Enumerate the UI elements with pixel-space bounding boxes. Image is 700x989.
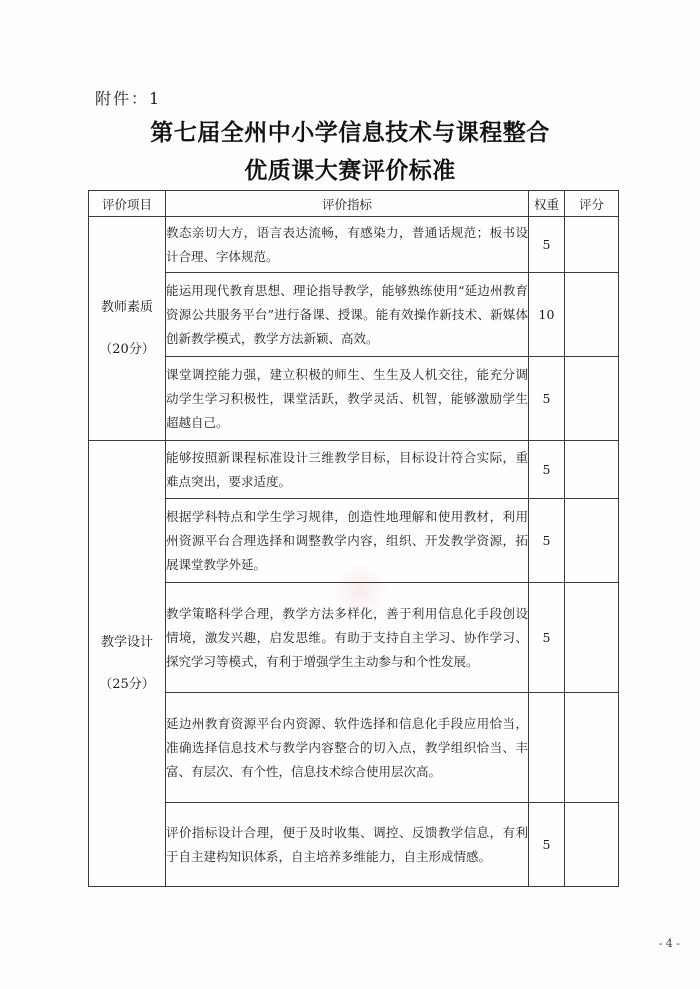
indicator-cell: 教学策略科学合理，教学方法多样化，善于利用信息化手段创设情境，激发兴趣，启发思维。有助于支持自主学习、协作学习、探究学习等模式，有利于增强学生主动参与和个性发展。 bbox=[166, 583, 529, 693]
table-row bbox=[89, 441, 619, 499]
indicator-cell: 根据学科特点和学生学习规律，创造性地理解和使用教材，利用州资源平台合理选择和调整教学内容，组织、开发教学资源，拓展课堂教学外延。 bbox=[166, 499, 529, 583]
weight-cell: 5 bbox=[529, 441, 565, 499]
header-weight: 权重 bbox=[529, 191, 565, 217]
header-indicator: 评价指标 bbox=[166, 191, 529, 217]
weight-cell: 5 bbox=[529, 357, 565, 441]
table-row bbox=[89, 217, 619, 273]
table-row bbox=[89, 357, 619, 441]
indicator-cell: 能运用现代教育思想、理论指导教学，能够熟练使用“延边州教育资源公共服务平台”进行备课、授课。能有效操作新技术、新媒体创新教学模式，教学方法新颖、高效。 bbox=[166, 273, 529, 357]
indicator-cell: 评价指标设计合理，便于及时收集、调控、反馈教学信息，有利于自主建构知识体系，自主培养多维能力，自主形成情感。 bbox=[166, 803, 529, 887]
table-row bbox=[89, 499, 619, 583]
category-name: 教学设计 bbox=[100, 634, 153, 650]
category-name: 教师素质 bbox=[100, 299, 153, 315]
table-row bbox=[89, 583, 619, 693]
table-row bbox=[89, 273, 619, 357]
document-title-line-1: 第七届全州中小学信息技术与课程整合 bbox=[150, 120, 550, 146]
evaluation-table bbox=[88, 190, 619, 887]
category-points: （20分） bbox=[99, 341, 155, 357]
score-cell[interactable] bbox=[565, 583, 619, 693]
document-title-line-2: 优质课大赛评价标准 bbox=[244, 158, 456, 184]
header-item: 评价项目 bbox=[89, 191, 166, 217]
weight-cell: 5 bbox=[529, 583, 565, 693]
table-row bbox=[89, 803, 619, 887]
score-cell[interactable] bbox=[565, 273, 619, 357]
weight-cell: 5 bbox=[529, 499, 565, 583]
indicator-cell: 延边州教育资源平台内资源、软件选择和信息化手段应用恰当，准确选择信息技术与教学内容整合的切入点，教学组织恰当、丰富、有层次、有个性，信息技术综合使用层次高。 bbox=[166, 693, 529, 803]
score-cell[interactable] bbox=[565, 499, 619, 583]
header-score: 评分 bbox=[565, 191, 619, 217]
category-cell-teaching-design bbox=[89, 441, 166, 887]
category-points: （25分） bbox=[99, 676, 155, 692]
score-cell[interactable] bbox=[565, 803, 619, 887]
score-cell[interactable] bbox=[565, 217, 619, 273]
indicator-cell: 能够按照新课程标准设计三维教学目标，目标设计符合实际，重难点突出，要求适度。 bbox=[166, 441, 529, 499]
score-cell[interactable] bbox=[565, 357, 619, 441]
weight-cell bbox=[529, 693, 565, 803]
page-number: - 4 - bbox=[658, 937, 680, 950]
weight-cell: 5 bbox=[529, 217, 565, 273]
attachment-label: 附件：1 bbox=[95, 89, 162, 108]
table-row bbox=[89, 693, 619, 803]
indicator-cell: 课堂调控能力强，建立积极的师生、生生及人机交往，能充分调动学生学习积极性，课堂活跃，教学灵活、机智，能够激励学生超越自己。 bbox=[166, 357, 529, 441]
category-cell-teacher-quality bbox=[89, 217, 166, 441]
weight-cell: 5 bbox=[529, 803, 565, 887]
score-cell[interactable] bbox=[565, 441, 619, 499]
score-cell[interactable] bbox=[565, 693, 619, 803]
table-header-row bbox=[89, 191, 619, 217]
indicator-cell: 教态亲切大方，语言表达流畅，有感染力，普通话规范；板书设计合理、字体规范。 bbox=[166, 217, 529, 273]
weight-cell: 10 bbox=[529, 273, 565, 357]
